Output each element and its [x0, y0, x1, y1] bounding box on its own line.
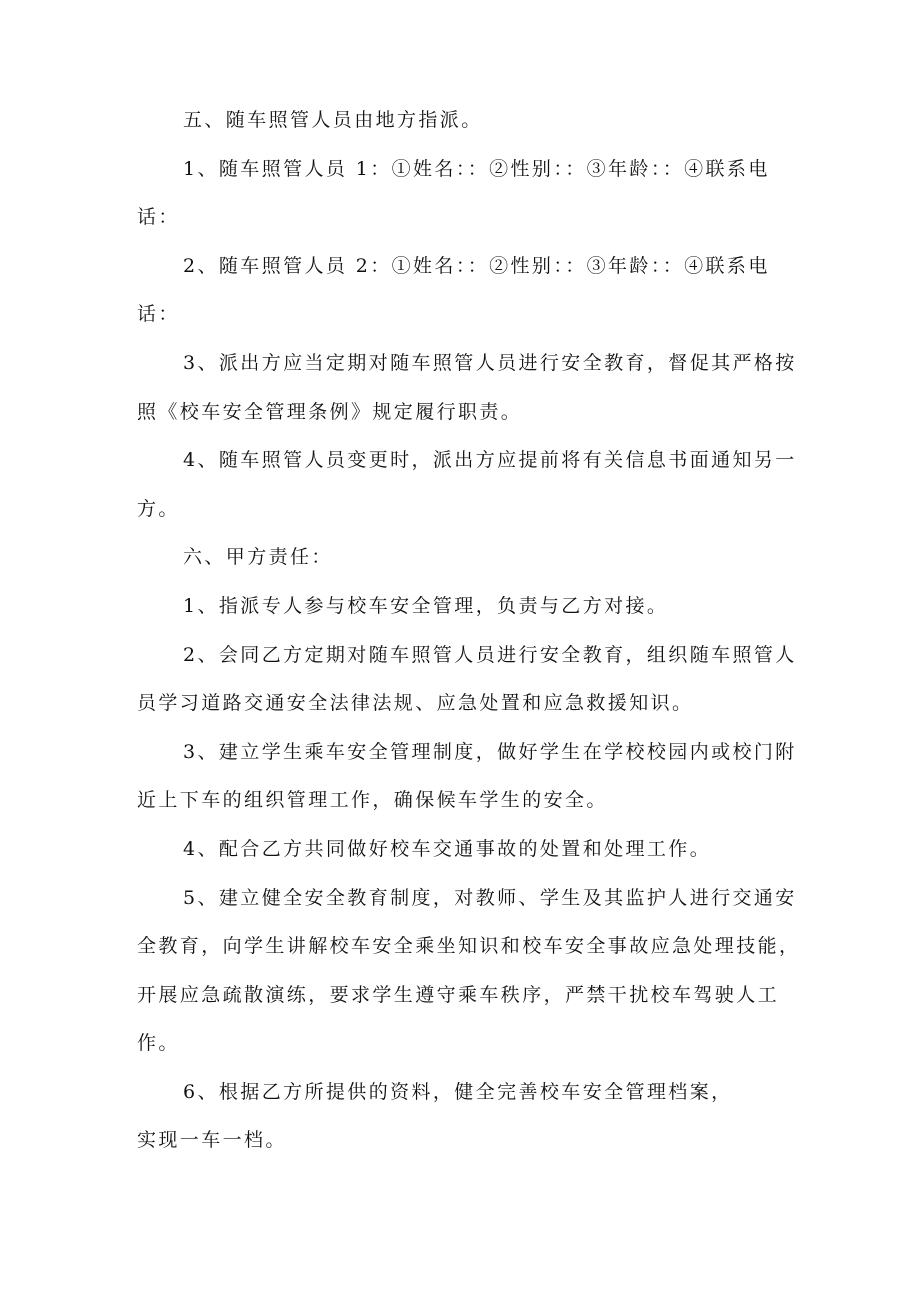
paragraph-line: 全教育，向学生讲解校车安全乘坐知识和校车安全事故应急处理技能， — [137, 935, 801, 958]
document-body — [137, 102, 801, 1171]
paragraph-line: 近上下车的组织管理工作，确保候车学生的安全。 — [137, 789, 608, 812]
paragraph-line: 照《校车安全管理条例》规定履行职责。 — [137, 400, 523, 423]
paragraph-line: 1、随车照管人员 1：①姓名：：②性别：：③年龄：：④联系电 — [183, 157, 770, 180]
heading-section-five: 五、随车照管人员由地方指派。 — [183, 109, 483, 131]
heading-section-six: 六、甲方责任： — [183, 546, 333, 569]
paragraph-line: 开展应急疏散演练，要求学生遵守乘车秩序，严禁干扰校车驾驶人工 — [137, 983, 780, 1006]
paragraph-line: 话： — [137, 206, 180, 229]
paragraph-line: 4、配合乙方共同做好校车交通事故的处置和处理工作。 — [183, 837, 712, 860]
paragraph-line: 方。 — [137, 497, 180, 520]
paragraph-line: 话： — [137, 303, 180, 326]
paragraph-line: 3、派出方应当定期对随车照管人员进行安全教育，督促其严格按 — [183, 351, 797, 374]
paragraph-line: 实现一车一档。 — [137, 1129, 287, 1152]
paragraph-line: 5、建立健全安全教育制度，对教师、学生及其监护人进行交通安 — [183, 886, 797, 909]
paragraph-line: 员学习道路交通安全法律法规、应急处置和应急救援知识。 — [137, 692, 694, 715]
paragraph-line: 4、随车照管人员变更时，派出方应提前将有关信息书面通知另一 — [183, 449, 797, 472]
paragraph-line: 2、随车照管人员 2：①姓名：：②性别：：③年龄：：④联系电 — [183, 254, 770, 277]
paragraph-line: 1、指派专人参与校车安全管理，负责与乙方对接。 — [183, 594, 669, 617]
paragraph-line: 3、建立学生乘车安全管理制度，做好学生在学校校园内或校门附 — [183, 740, 797, 763]
paragraph-line: 6、根据乙方所提供的资料，健全完善校车安全管理档案， — [183, 1080, 733, 1103]
paragraph-line: 作。 — [137, 1032, 180, 1055]
paragraph-line: 2、会同乙方定期对随车照管人员进行安全教育，组织随车照管人 — [183, 643, 797, 666]
